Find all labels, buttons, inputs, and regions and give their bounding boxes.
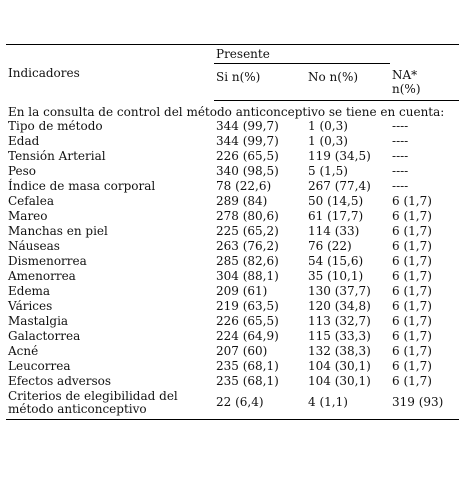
table-row (6, 224, 459, 239)
table-row (6, 269, 459, 284)
cell-no: 1 (0,3) (308, 133, 348, 148)
table-row (6, 344, 459, 359)
cell-si: 278 (80,6) (216, 208, 279, 223)
cell-no: 132 (38,3) (308, 343, 371, 358)
cell-label: Tensión Arterial (8, 148, 106, 163)
cell-label: Índice de masa corporal (8, 178, 156, 193)
cell-na: 6 (1,7) (392, 193, 432, 208)
cell-si: 224 (64,9) (216, 328, 279, 343)
table-row (6, 119, 459, 134)
cell-na: 6 (1,7) (392, 373, 432, 388)
cell-label: Criterios de elegibilidad del método anticonceptivo (6, 389, 214, 420)
cell-si: 344 (99,7) (216, 133, 279, 148)
cell-label: Peso (8, 163, 37, 178)
table-row (6, 134, 459, 149)
header-na-line2: n(%) (392, 81, 421, 96)
header-na-line1: NA* (392, 67, 418, 82)
cell-si: 78 (22,6) (216, 178, 272, 193)
indicator-table-container (6, 44, 459, 420)
cell-no: 114 (33) (308, 223, 360, 238)
cell-na: 6 (1,7) (392, 298, 432, 313)
cell-no: 119 (34,5) (308, 148, 371, 163)
cell-na: 6 (1,7) (392, 223, 432, 238)
note-text: En la consulta de control del método anticonceptivo se tiene en cuenta: (8, 104, 445, 119)
cell-label: Amenorrea (8, 268, 76, 283)
cell-si: 225 (65,2) (216, 223, 279, 238)
cell-na: 319 (93) (390, 389, 459, 420)
cell-label: Edad (8, 133, 40, 148)
cell-label: Leucorrea (8, 358, 71, 373)
cell-no: 76 (22) (308, 238, 352, 253)
cell-na: 6 (1,7) (392, 358, 432, 373)
cell-no: 104 (30,1) (308, 373, 371, 388)
cell-si: 344 (99,7) (216, 118, 279, 133)
cell-na: 6 (1,7) (392, 268, 432, 283)
cell-label: Edema (8, 283, 51, 298)
cell-si: 209 (61) (216, 283, 268, 298)
table-row (6, 314, 459, 329)
table-row (6, 299, 459, 314)
cell-na: 6 (1,7) (392, 238, 432, 253)
table-row (6, 209, 459, 224)
table-row (6, 179, 459, 194)
cell-na: ---- (392, 118, 409, 133)
table-row (6, 239, 459, 254)
cell-no: 120 (34,8) (308, 298, 371, 313)
cell-label: Dismenorrea (8, 253, 87, 268)
table-row (6, 374, 459, 389)
cell-label: Tipo de método (8, 118, 103, 133)
cell-si: 219 (63,5) (216, 298, 279, 313)
cell-si: 285 (82,6) (216, 253, 279, 268)
cell-si: 226 (65,5) (216, 148, 279, 163)
cell-si: 22 (6,4) (214, 389, 306, 420)
cell-si: 226 (65,5) (216, 313, 279, 328)
cell-na: ---- (392, 163, 409, 178)
cell-label: Galactorrea (8, 328, 81, 343)
cell-no: 130 (37,7) (308, 283, 371, 298)
cell-na: 6 (1,7) (392, 343, 432, 358)
header-indicadores: Indicadores (6, 45, 214, 101)
header-na (390, 64, 459, 101)
cell-si: 207 (60) (216, 343, 268, 358)
header-empty (390, 45, 459, 64)
cell-no: 61 (17,7) (308, 208, 364, 223)
cell-si: 263 (76,2) (216, 238, 279, 253)
cell-na: ---- (392, 133, 409, 148)
cell-label: Mastalgia (8, 313, 69, 328)
cell-no: 35 (10,1) (308, 268, 364, 283)
cell-label: Náuseas (8, 238, 60, 253)
cell-na: 6 (1,7) (392, 328, 432, 343)
cell-na: 6 (1,7) (392, 208, 432, 223)
table-row (6, 284, 459, 299)
cell-label: Efectos adversos (8, 373, 112, 388)
cell-no: 104 (30,1) (308, 358, 371, 373)
cell-label: Várices (8, 298, 53, 313)
cell-no: 113 (32,7) (308, 313, 371, 328)
cell-no: 50 (14,5) (308, 193, 364, 208)
cell-si: 304 (88,1) (216, 268, 279, 283)
cell-label: Cefalea (8, 193, 54, 208)
header-si: Si n(%) (214, 64, 306, 101)
table-row (6, 359, 459, 374)
table-row-last (6, 389, 459, 420)
cell-na: ---- (392, 148, 409, 163)
cell-si: 340 (98,5) (216, 163, 279, 178)
header-no: No n(%) (306, 64, 390, 101)
table-row (6, 329, 459, 344)
table-row (6, 149, 459, 164)
cell-no: 4 (1,1) (306, 389, 390, 420)
cell-si: 235 (68,1) (216, 373, 279, 388)
indicator-table (6, 44, 459, 420)
note-row (6, 100, 459, 119)
table-row (6, 254, 459, 269)
cell-si: 235 (68,1) (216, 358, 279, 373)
cell-label: Mareo (8, 208, 48, 223)
cell-no: 1 (0,3) (308, 118, 348, 133)
cell-na: 6 (1,7) (392, 253, 432, 268)
table-row (6, 194, 459, 209)
cell-no: 5 (1,5) (308, 163, 348, 178)
cell-no: 115 (33,3) (308, 328, 371, 343)
header-row-1 (6, 45, 459, 64)
cell-na: 6 (1,7) (392, 283, 432, 298)
cell-si: 289 (84) (216, 193, 268, 208)
cell-label: Manchas en piel (8, 223, 108, 238)
table-row (6, 164, 459, 179)
cell-no: 267 (77,4) (308, 178, 371, 193)
cell-label: Acné (8, 343, 39, 358)
cell-na: ---- (392, 178, 409, 193)
cell-no: 54 (15,6) (308, 253, 364, 268)
cell-na: 6 (1,7) (392, 313, 432, 328)
header-presente: Presente (214, 45, 390, 64)
